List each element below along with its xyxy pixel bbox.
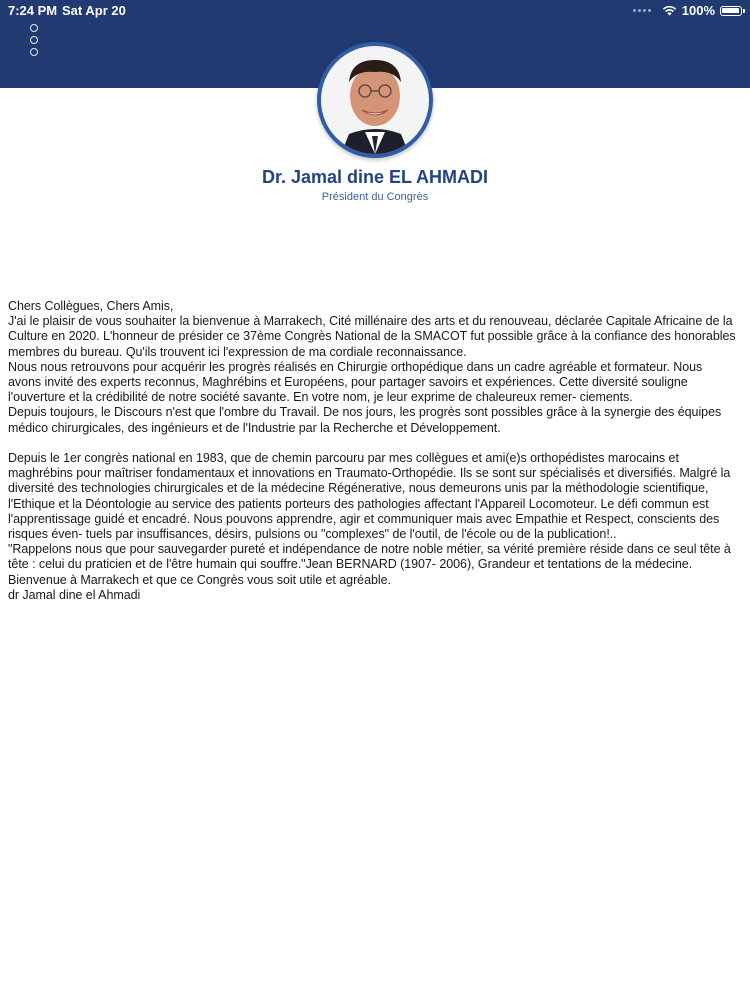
status-time: 7:24 PM <box>8 3 58 18</box>
status-indicators <box>633 3 742 18</box>
speech-paragraph: Depuis le 1er congrès national en 1983, que de chemin parcouru par mes collègues et ami(e)s orthopédistes marocains et maghrébins pour maîtriser fondamentaux et innovations en Traumato-Orthopédie. Ils se sont sur spécialisés et diversifiés. Malgré la diversité des technologies chirurgicales et de la médecine Régénerative, nous demeurons unis par la méthodologie scientifique, l'Ethique et la Déontologie au service des patients porteurs des pathologies affectant l'Appareil Locomoteur. Le défi commun est l'apprentissage guidé et encadré. Nous pouvons apprendre, agir et communiquer mais avec Empathie et Respect, conscients des risques éven- tuels par insuffisances, désirs, pulsions ou "complexes" de l'outil, de l'école ou de la publication!.. <box>8 451 731 542</box>
signal-dots-icon <box>633 9 651 12</box>
menu-dot-icon <box>30 36 38 44</box>
avatar <box>317 42 433 158</box>
status-date: Sat Apr 20 <box>62 3 126 18</box>
battery-percent: 100% <box>681 3 715 18</box>
menu-dot-icon <box>30 24 38 32</box>
welcome-speech <box>8 299 736 603</box>
battery-icon <box>720 6 742 16</box>
wifi-icon <box>662 5 677 16</box>
status-bar <box>0 0 750 22</box>
speech-paragraph: Nous nous retrouvons pour acquérir les progrès réalisés en Chirurgie orthopédique dans un cadre agréable et formateur. Nous avons invité des experts reconnus, Maghrébins et Européens, pour partager savoirs et expériences. Cette diversité souligne l'ouverture et la crédibilité de notre société savante. En votre nom, je leur exprime de chaleureux remer- ciements. <box>8 359 703 405</box>
doctor-name: Dr. Jamal dine EL AHMADI <box>261 167 489 187</box>
portrait-photo <box>321 46 429 154</box>
speech-paragraph: Depuis toujours, le Discours n'est que l'ombre du Travail. De nos jours, les progrès sont possibles grâce à la synergie des équipes médico chirurgicales, des ingénieurs et de l'Industrie par la Recherche et Développement. <box>8 405 722 435</box>
speech-signature: dr Jamal dine el Ahmadi <box>8 587 141 602</box>
doctor-role: Président du Congrès <box>321 191 429 203</box>
paragraph-spacer <box>8 436 736 451</box>
speech-paragraph: Bienvenue à Marrakech et que ce Congrès vous soit utile et agréable. <box>8 572 391 587</box>
menu-button[interactable] <box>26 24 42 56</box>
menu-dot-icon <box>30 48 38 56</box>
speech-paragraph: "Rappelons nous que pour sauvegarder pureté et indépendance de notre noble métier, sa vérité première réside dans ce seul tête à tête : celui du praticien et de l'être humain qui souffre."Jean BERNARD (1907- 2006), Grandeur et tentations de la médecine. <box>8 542 731 572</box>
speech-paragraph: Chers Collègues, Chers Amis, <box>8 299 174 313</box>
speech-paragraph: J'ai le plaisir de vous souhaiter la bienvenue à Marrakech, Cité millénaire des arts et du renouveau, déclarée Capitale Africaine de la Culture en 2020. L'honneur de présider ce 37ème Congrès National de la SMACOT fut possible grâce à la confiance des honorables membres du bureau. Qu'ils trouvent ici l'expression de ma cordiale reconnaissance. <box>8 314 736 359</box>
